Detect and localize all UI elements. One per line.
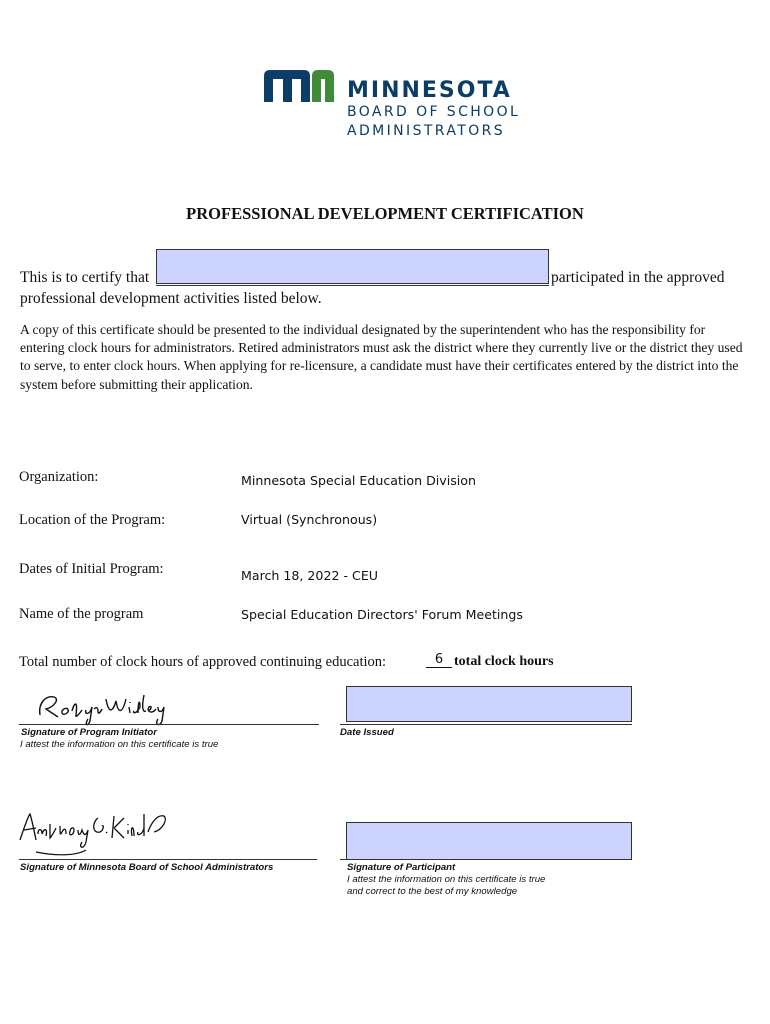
initiator-signature-label: Signature of Program Initiator [21, 727, 157, 738]
participant-signature-field[interactable] [346, 822, 632, 860]
clock-hours-value: 6 [426, 652, 452, 668]
certify-prefix: This is to certify that [20, 269, 150, 286]
program-name-value: Special Education Directors' Forum Meetings [241, 607, 523, 622]
logo-line-3: ADMINISTRATORS [347, 123, 506, 139]
participant-attest-note-1: I attest the information on this certificate is true [347, 874, 546, 885]
dates-value: March 18, 2022 - CEU [241, 568, 378, 583]
date-issued-line [340, 724, 632, 725]
logo-line-2: BOARD OF SCHOOL [347, 104, 521, 120]
participant-attest-note-2: and correct to the best of my knowledge [347, 886, 518, 897]
logo-wordmark [347, 79, 520, 141]
participant-signature-label: Signature of Participant [347, 862, 456, 873]
board-signature-line [19, 859, 317, 860]
logo-line-1: MINNESOTA [347, 78, 512, 103]
instruction-paragraph: A copy of this certificate should be presented to the individual designated by the superintendent who has the responsibility for entering clock hours for administrators. Retired administrators must ask the district where they currently live or the district they used to serve, to enter clock hours. When applying for re-licensure, a candidate must have their certificates entered by the district into the system before submitting their application. [20, 322, 743, 392]
board-signature-label: Signature of Minnesota Board of School Administrators [20, 862, 274, 873]
organization-label: Organization: [19, 469, 99, 485]
clock-hours-label: Total number of clock hours of approved continuing education: [19, 654, 387, 670]
mn-logo-icon [264, 70, 334, 102]
certify-suffix: participated in the approved [551, 269, 725, 286]
location-label: Location of the Program: [19, 512, 166, 528]
program-name-label: Name of the program [19, 606, 144, 622]
date-issued-field[interactable] [346, 686, 632, 722]
participant-signature-line [340, 859, 632, 860]
document-title: PROFESSIONAL DEVELOPMENT CERTIFICATION [186, 204, 584, 223]
dates-label: Dates of Initial Program: [19, 561, 164, 577]
organization-value: Minnesota Special Education Division [241, 473, 476, 488]
location-value: Virtual (Synchronous) [241, 512, 378, 527]
initiator-signature-icon [34, 689, 174, 729]
initiator-signature-line [19, 724, 319, 725]
participant-name-underline [156, 285, 549, 286]
board-signature-icon [16, 806, 168, 860]
clock-hours-unit: total clock hours [454, 654, 554, 669]
initiator-attest-note: I attest the information on this certificate is true [20, 739, 219, 750]
participant-name-field[interactable] [156, 249, 549, 284]
certify-line-2: professional development activities listed below. [20, 290, 322, 307]
date-issued-label: Date Issued [340, 727, 394, 738]
